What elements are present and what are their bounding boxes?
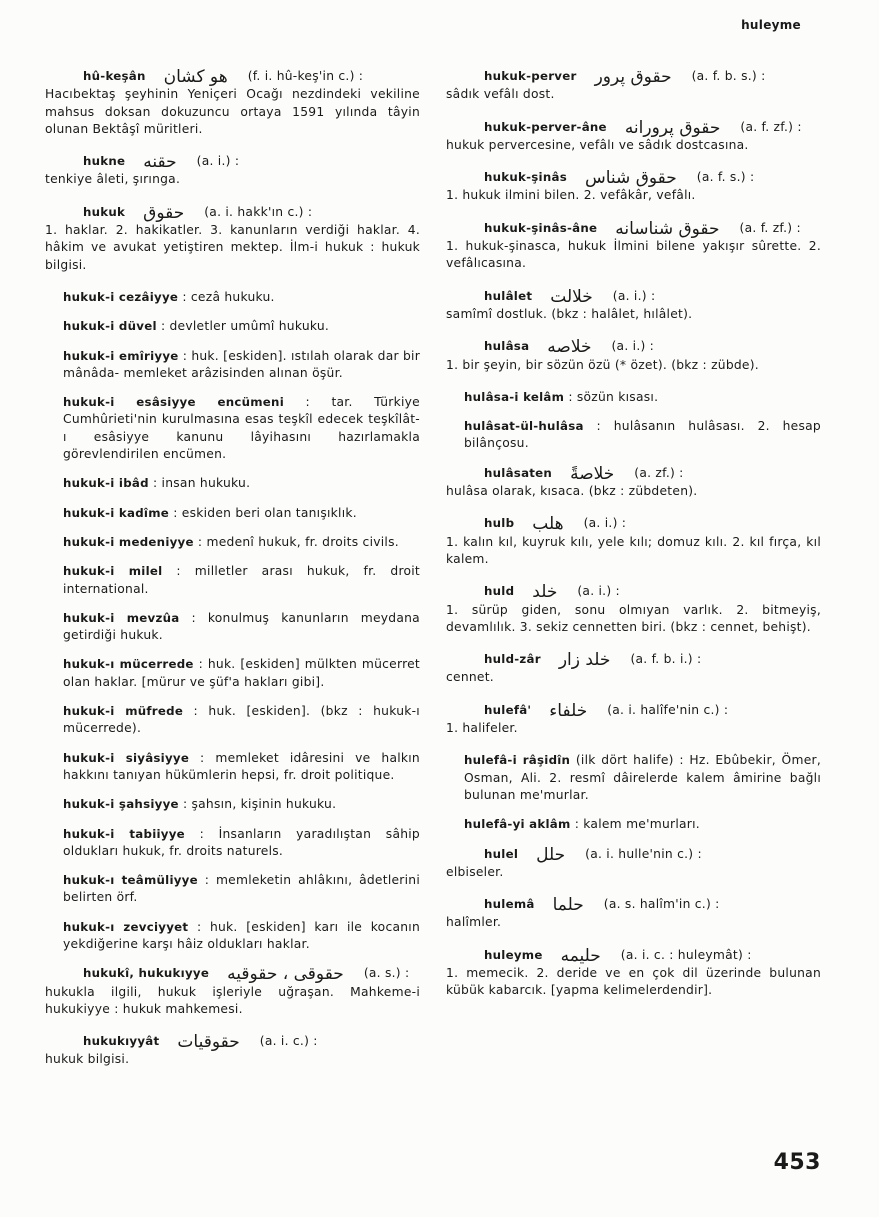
dictionary-entry [45, 703, 420, 738]
entry-definition: 1. hukuk-şinasca, hukuk İlmini bilene yakışır sûrette. 2. vefâlıcasına. [446, 239, 821, 271]
dictionary-entry [446, 816, 821, 833]
entry-grammar: (a. i. hakk'ın c.) : [204, 204, 313, 219]
entry-headword: hukuk-i kadîme [63, 505, 170, 520]
dictionary-entry [45, 796, 420, 813]
page-number: 453 [773, 1150, 821, 1175]
entry-definition: : medenî hukuk, fr. droits civils. [197, 534, 399, 549]
entry-definition: : İnsanların yaradılıştan sâhip oldukları hukuk, fr. droits naturels. [63, 826, 420, 858]
dictionary-entry [45, 610, 420, 645]
entry-grammar: (a. f. zf.) : [740, 119, 802, 134]
entry-head-line [446, 68, 821, 86]
entry-headword: hukuk-i cezâiyye [63, 289, 179, 304]
entry-grammar: (a. i.) : [577, 584, 620, 599]
entry-headword: hukuk-i emîriyye [63, 348, 179, 363]
entry-definition: Hacıbektaş şeyhinin Yeniçeri Ocağı nezdindeki vekiline mahsus doksan dokuzuncu ortaya 1591 yılında tâyin olunan Bektâşî müritleri. [45, 87, 420, 136]
entry-definition: hukuk pervercesine, vefâlı ve sâdık dostcasına. [446, 137, 749, 152]
entry-arabic-script: حقوقى ، حقوقيه [227, 964, 344, 985]
entry-headword: hulel [484, 846, 519, 861]
entry-head-line [45, 204, 420, 222]
dictionary-entry [45, 750, 420, 785]
entry-headword: hukuk-perver [484, 69, 577, 83]
entry-head-line [446, 702, 821, 720]
dictionary-entry [45, 919, 420, 954]
entry-head-line [446, 515, 821, 533]
entry-definition: samîmî dostluk. (bkz : halâlet, hılâlet). [446, 306, 693, 321]
entry-headword: hulâsa [484, 339, 530, 354]
dictionary-entry [45, 318, 420, 335]
entry-grammar: (a. zf.) : [634, 465, 684, 480]
entry-headword: hukuk [83, 204, 126, 219]
entry-head-line [446, 896, 821, 914]
dictionary-entry [446, 169, 821, 205]
entry-grammar: (a. s.) : [363, 966, 410, 981]
dictionary-entry [446, 389, 821, 406]
entry-definition: : huk. [eskiden]. (bkz : hukuk-ı mücerrede). [63, 704, 420, 736]
dictionary-entry [446, 752, 821, 804]
entry-definition: : huk. [eskiden] mülkten mücerret olan haklar. [mürur ve şüf'a hakları gibi]. [63, 657, 420, 689]
entry-definition: tenkiye âleti, şırınga. [45, 172, 181, 187]
entry-grammar: (a. i.) : [612, 288, 656, 303]
entry-headword: hukuk-i siyâsiyye [63, 750, 190, 765]
entry-head-line [45, 1033, 420, 1051]
entry-headword: hukukî, hukukıyye [83, 966, 210, 981]
entry-headword: hukuk-şinâs [484, 170, 567, 185]
entry-head-line [446, 651, 821, 669]
entry-headword: hukuk-ı teâmüliyye [63, 873, 198, 888]
dictionary-entry [446, 465, 821, 501]
entry-definition: sâdık vefâlı dost. [446, 87, 555, 102]
entry-definition: : sözün kısası. [568, 389, 659, 404]
entry-definition: : milletler arası hukuk, fr. droit international. [63, 564, 420, 596]
dictionary-entry [446, 119, 821, 155]
entry-definition: 1. haklar. 2. hakikatler. 3. kanunların verdiği haklar. 4. hâkim ve avukat yetiştiren mektep. İlm-i hukuk : hukuk bilgisi. [45, 223, 420, 272]
dictionary-entry [45, 394, 420, 463]
entry-headword: hulâsaten [484, 465, 553, 480]
left-column [45, 68, 420, 1084]
entry-arabic-script: حقوقيات [177, 1032, 240, 1053]
entry-definition: 1. halifeler. [446, 721, 518, 736]
entry-headword: hulâsa-i kelâm [464, 389, 565, 404]
entry-grammar: (a. f. b. i.) : [630, 652, 702, 667]
entry-headword: hulefâ-i râşidîn [464, 753, 571, 768]
entry-definition: : tar. Türkiye Cumhûrieti'nin kurulmasına esas teşkîl edecek teşkîlât-ı esâsiyye kanunu lâyihasını hazırlamakla görevlendirilen encümen. [63, 395, 420, 462]
entry-definition: : hulâsanın hulâsası. 2. hesap bilânçosu. [464, 419, 821, 451]
dictionary-entry [446, 288, 821, 324]
entry-definition: elbiseler. [446, 864, 504, 879]
entry-head-line [446, 169, 821, 187]
entry-grammar: (a. i. halîfe'nin c.) : [607, 702, 729, 717]
entry-definition: : şahsın, kişinin hukuku. [182, 797, 337, 812]
entry-headword: hukuk-i şahsiyye [63, 797, 179, 812]
entry-definition: : insan hukuku. [153, 476, 251, 491]
entry-grammar: (a. i. c. : huleymât) : [620, 947, 752, 962]
dictionary-entry [446, 68, 821, 104]
entry-headword: hulâlet [484, 288, 533, 303]
dictionary-entry [446, 338, 821, 374]
entry-headword: hukuk-ı mücerrede [63, 657, 194, 672]
dictionary-entry [45, 475, 420, 492]
entry-definition: : memleket idâresini ve halkın hakkını tanıyan hükümlerin hepsi, fr. droit politique. [63, 750, 420, 782]
entry-arabic-script: هلب [532, 514, 564, 535]
entry-grammar: (a. i.) : [196, 154, 240, 169]
entry-headword: hukuk-i milel [63, 564, 163, 579]
entry-definition: 1. sürüp giden, sonu olmıyan varlık. 2. bitmeyiş, devamlılık. 3. sekiz cennetten biri. (bkz : cennet, behişt). [446, 602, 821, 634]
entry-head-line [45, 68, 420, 86]
entry-grammar: (a. i.) : [583, 516, 627, 531]
entry-headword: hulb [484, 516, 515, 531]
dictionary-entry [45, 204, 420, 274]
entry-definition: : huk. [eskiden] karı ile kocanın yekdiğerine karşı hâiz oldukları haklar. [63, 919, 420, 951]
entry-arabic-script: خلد [532, 582, 558, 603]
entry-headword: huld [484, 584, 515, 599]
entry-definition: : huk. [eskiden]. ıstılah olarak dar bir mânâda- memleket arâzisinden alınan öşür. [63, 348, 420, 380]
entry-grammar: (a. i. c.) : [259, 1034, 318, 1049]
entry-headword: huld-zâr [484, 652, 541, 667]
entry-headword: huleyme [484, 947, 543, 962]
entry-definition: : memleketin ahlâkını, âdetlerini belirten örf. [63, 873, 420, 905]
entry-head-line [446, 465, 821, 483]
entry-headword: hû-keşân [83, 69, 146, 83]
dictionary-entry [45, 348, 420, 383]
entry-grammar: (a. f. s.) : [696, 170, 755, 185]
entry-arabic-script: خلاصةً [570, 463, 615, 484]
entry-headword: hukuk-i medeniyye [63, 534, 194, 549]
entry-definition: hulâsa olarak, kısaca. (bkz : zübdeten). [446, 484, 698, 499]
entry-arabic-script: خلالت [550, 286, 593, 307]
entry-arabic-script: حقوق پرور [594, 67, 672, 87]
entry-definition: 1. memecik. 2. deride ve en çok dil üzerinde bulunan kübük kabarcık. [yapma kelimelerdendir]. [446, 965, 821, 998]
entry-arabic-script: حلل [536, 844, 566, 865]
entry-headword: hukuk-i ibâd [63, 476, 149, 491]
dictionary-entry [45, 1033, 420, 1069]
entry-headword: hulâsat-ül-hulâsa [464, 419, 584, 434]
dictionary-entry [45, 289, 420, 306]
entry-headword: hukuk-ı zevciyyet [63, 919, 189, 934]
entry-headword: hukukıyyât [83, 1034, 160, 1049]
entry-arabic-script: خلاصه [547, 337, 592, 358]
entry-headword: hulefâ-yi aklâm [464, 817, 571, 832]
entry-definition: 1. hukuk ilmini bilen. 2. vefâkâr, vefâlı. [446, 188, 696, 203]
entry-definition: hukuk bilgisi. [45, 1052, 130, 1067]
entry-head-line [446, 338, 821, 356]
entry-head-line [446, 288, 821, 306]
entry-headword: hukuk-i müfrede [63, 704, 184, 719]
dictionary-entry [446, 583, 821, 636]
dictionary-entry [446, 947, 821, 1000]
entry-head-line [446, 846, 821, 864]
entry-head-line [45, 965, 420, 983]
entry-arabic-script: حلما [552, 895, 584, 916]
entry-headword: hukuk-i tabiiyye [63, 826, 185, 841]
dictionary-entry [446, 846, 821, 882]
entry-arabic-script: هو كشان [163, 67, 228, 87]
entry-arabic-script: حليمه [560, 945, 601, 966]
dictionary-entry [45, 505, 420, 522]
entry-head-line [446, 220, 821, 238]
dictionary-entry [446, 702, 821, 738]
dictionary-entry [45, 965, 420, 1018]
entry-headword: hulemâ [484, 897, 535, 912]
dictionary-entry [45, 656, 420, 691]
dictionary-entry [446, 220, 821, 273]
entry-headword: hukuk-perver-âne [484, 119, 607, 134]
entry-arabic-script: حقوق شناس [584, 168, 677, 189]
entry-definition: : devletler umûmî hukuku. [160, 319, 330, 334]
running-head: huleyme [741, 18, 801, 32]
dictionary-entry [446, 418, 821, 453]
dictionary-entry [446, 896, 821, 932]
entry-definition: : eskiden beri olan tanışıklık. [173, 505, 357, 520]
dictionary-entry [45, 563, 420, 598]
dictionary-entry [45, 534, 420, 551]
entry-definition: halîmler. [446, 915, 502, 930]
entry-head-line [446, 119, 821, 137]
entry-grammar: (a. f. b. s.) : [691, 69, 766, 83]
entry-definition: : konulmuş kanunların meydana getirdiği hukuk. [63, 610, 420, 643]
entry-arabic-script: حقوق شناسانه [615, 218, 720, 239]
entry-arabic-script: حقوق پرورانه [624, 117, 721, 138]
dictionary-entry [45, 826, 420, 861]
entry-headword: hukuk-i esâsiyye encümeni [63, 395, 284, 410]
entry-definition: cennet. [446, 670, 494, 685]
entry-headword: hukuk-i mevzûa [63, 610, 180, 625]
entry-grammar: (a. i. hulle'nin c.) : [585, 846, 702, 861]
entry-grammar: (a. i.) : [611, 339, 655, 354]
entry-arabic-script: خلفاء [549, 700, 588, 721]
dictionary-entry [45, 872, 420, 907]
entry-headword: hukuk-şinâs-âne [484, 220, 598, 235]
entry-definition: : kalem me'murları. [574, 817, 700, 832]
entry-head-line [45, 153, 420, 171]
entry-head-line [446, 947, 821, 965]
entry-headword: hukuk-i düvel [63, 319, 157, 334]
dictionary-entry [446, 651, 821, 687]
entry-grammar: (a. s. halîm'in c.) : [603, 897, 720, 912]
dictionary-entry [45, 153, 420, 189]
entry-definition: (ilk dört halife) : Hz. Ebûbekir, Ömer, Osman, Ali. 2. resmî dâirelerde kalem âmirine bağlı bulunan me'murlar. [464, 753, 821, 802]
entry-arabic-script: حقنه [143, 152, 177, 173]
right-column [446, 68, 821, 1015]
entry-definition: hukukla ilgili, hukuk işleriyle uğraşan. Mahkeme-i hukukiyye : hukuk mahkemesi. [45, 984, 420, 1016]
dictionary-entry [45, 68, 420, 138]
entry-head-line [446, 583, 821, 601]
entry-headword: hulefâ' [484, 702, 532, 717]
entry-definition: 1. bir şeyin, bir sözün özü (* özet). (bkz : zübde). [446, 357, 759, 372]
entry-grammar: (f. i. hû-keş'in c.) : [247, 69, 364, 83]
entry-arabic-script: خلد زار [558, 650, 611, 671]
entry-definition: : cezâ hukuku. [182, 289, 275, 304]
entry-headword: hukne [83, 154, 126, 169]
entry-grammar: (a. f. zf.) : [739, 220, 801, 235]
dictionary-entry [446, 515, 821, 568]
entry-definition: 1. kalın kıl, kuyruk kılı, yele kılı; domuz kılı. 2. kıl fırça, kıl kalem. [446, 534, 821, 566]
entry-arabic-script: حقوق [143, 202, 185, 223]
